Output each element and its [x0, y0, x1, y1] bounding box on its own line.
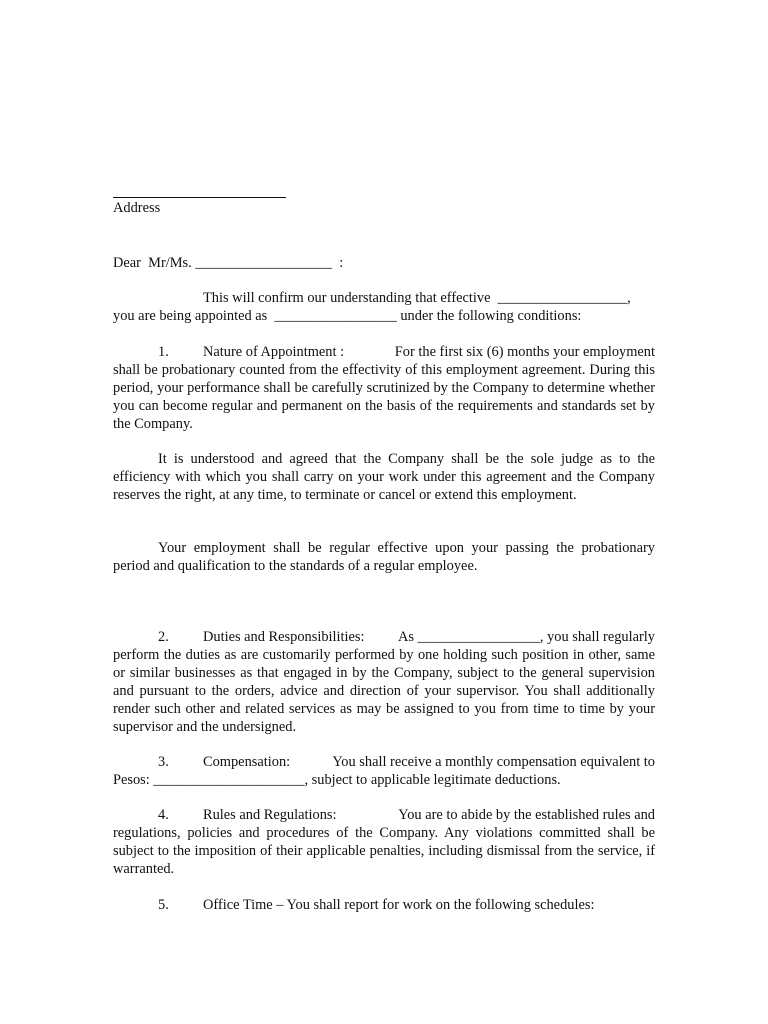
section-1-body: shall be probationary counted from the effectivity of this employment agreement. During this period, your performance shall be carefully scrutinized by the Company to determine whether you can become regular and permanent on the basis of the requirements and standards set by the Company.	[113, 362, 655, 432]
section-1-paragraph-3: Your employment shall be regular effective upon your passing the probationary period and qualification to the standards of a regular employee.	[113, 540, 655, 574]
section-2-body: perform the duties as are customarily performed by one holding such position in other, same or similar businesses as that engaged in by the Company, subject to the general supervision and pursuant to the orders, advice and direction of your supervisor. You shall additionally render such other and related services as may be assigned to you from time to time by your supervisor and the undersigned.	[113, 647, 655, 735]
section-4-body: regulations, policies and procedures of the Company. Any violations committed shall be subject to the imposition of their applicable penalties, including dismissal from the service, if warranted.	[113, 825, 655, 877]
section-2-number: 2.	[158, 629, 169, 645]
address-label: Address	[113, 200, 161, 216]
section-1-first-line: For the first six (6) months your employment	[394, 344, 655, 360]
section-4-number: 4.	[158, 807, 169, 823]
salutation: Dear Mr/Ms. ___________________ :	[113, 255, 344, 271]
section-5-title: Office Time – You shall report for work on the following schedules:	[203, 897, 595, 913]
section-3-title: Compensation:	[203, 754, 291, 770]
section-2-first-line: As _________________, you shall regularly	[397, 629, 655, 645]
section-5-number: 5.	[158, 897, 169, 913]
section-3-body: Pesos: _____________________, subject to applicable legitimate deductions.	[113, 772, 561, 788]
section-2-title: Duties and Responsibilities:	[203, 629, 365, 645]
section-4-first-line: You are to abide by the established rules and	[398, 807, 655, 823]
section-4-title: Rules and Regulations:	[203, 807, 337, 823]
section-1-number: 1.	[158, 344, 169, 360]
intro-line-2: you are being appointed as _________________ under the following conditions:	[113, 308, 582, 324]
intro-line-1: This will confirm our understanding that effective __________________,	[203, 290, 631, 306]
section-1-paragraph-2: It is understood and agreed that the Company shall be the sole judge as to the efficiency with which you shall carry on your work under this agreement and the Company reserves the right, at any time, to terminate or cancel or extend this employment.	[113, 451, 655, 503]
address-signature-line	[113, 197, 286, 198]
section-1-title: Nature of Appointment :	[203, 344, 345, 360]
section-3-number: 3.	[158, 754, 169, 770]
section-3-first-line: You shall receive a monthly compensation equivalent to	[332, 754, 655, 770]
